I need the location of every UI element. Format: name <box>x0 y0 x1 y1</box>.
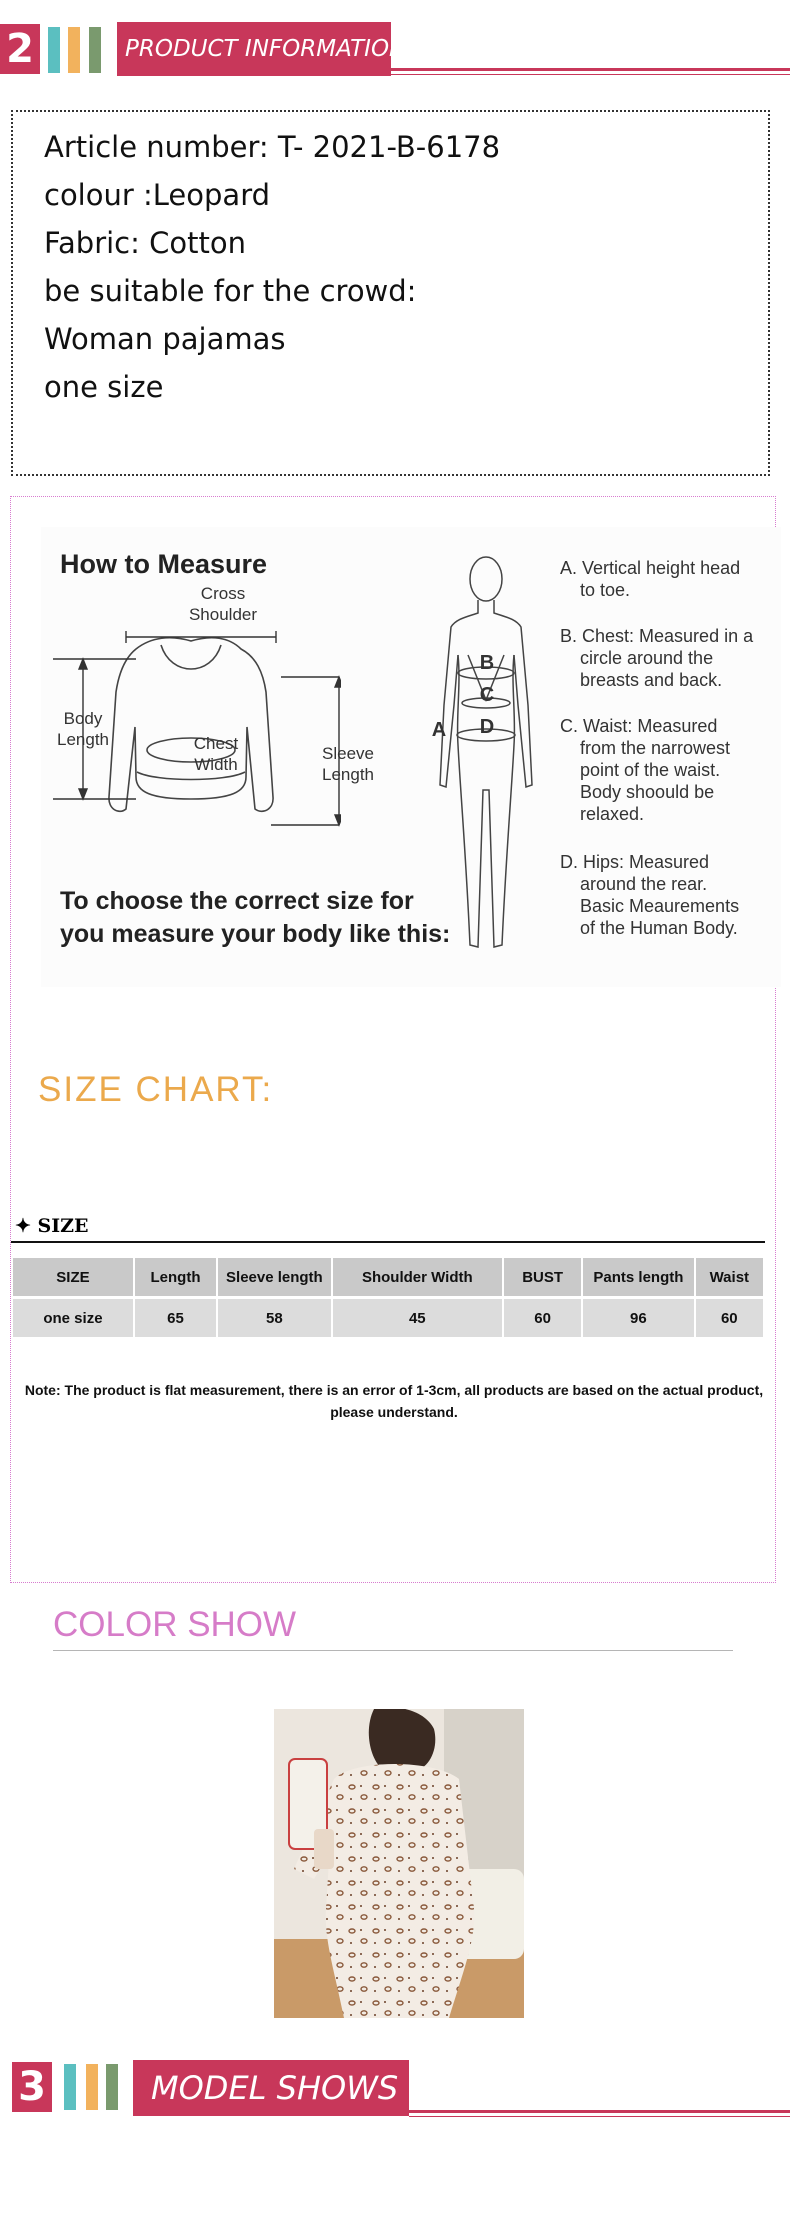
definition-d: D. Hips: Measured around the rear. Basic Meaurements of the Human Body. <box>560 852 740 938</box>
crowd-label: be suitable for the crowd: <box>44 274 417 308</box>
header-shoulder-width: Shoulder Width <box>333 1258 502 1296</box>
cell-sleeve-length: 58 <box>218 1299 330 1337</box>
section-number: 3 <box>12 2062 52 2112</box>
orange-bar <box>68 27 80 73</box>
green-bar <box>106 2064 118 2110</box>
header-rule-thin <box>409 2116 790 2117</box>
fabric: Fabric: Cotton <box>44 226 246 260</box>
cell-size: one size <box>13 1299 133 1337</box>
size-guide-panel <box>10 496 776 1583</box>
section-number: 2 <box>0 24 40 74</box>
definition-a: A. Vertical height head to toe. <box>560 558 741 600</box>
cell-waist: 60 <box>696 1299 763 1337</box>
header-size: SIZE <box>13 1258 133 1296</box>
cell-pants-length: 96 <box>583 1299 693 1337</box>
green-bar <box>89 27 101 73</box>
section-title: PRODUCT INFORMATION <box>117 22 391 76</box>
marker-a: A <box>431 719 447 741</box>
size-section-label: ✦ SIZE <box>15 1215 89 1237</box>
section-title: MODEL SHOWS <box>133 2060 409 2116</box>
model-photo <box>274 1709 524 2018</box>
marker-d: D <box>479 716 495 738</box>
definition-b: B. Chest: Measured in a circle around the breasts and back. <box>560 626 754 690</box>
measurement-note: Note: The product is flat measurement, there is an error of 1-3cm, all products are based on the actual product, please understand. <box>24 1382 764 1420</box>
body-measure-figure <box>426 555 546 965</box>
size-table <box>11 1255 765 1340</box>
cell-shoulder-width: 45 <box>333 1299 502 1337</box>
header-length: Length <box>135 1258 216 1296</box>
definition-c: C. Waist: Measured from the narrowest point of the waist. Body shoould be relaxed. <box>560 716 731 824</box>
header-sleeve-length: Sleeve length <box>218 1258 330 1296</box>
header-waist: Waist <box>696 1258 763 1296</box>
marker-c: C <box>479 684 495 706</box>
cell-length: 65 <box>135 1299 216 1337</box>
orange-bar <box>86 2064 98 2110</box>
model-shows-header <box>0 2060 790 2120</box>
header-pants-length: Pants length <box>583 1258 693 1296</box>
crowd-value: Woman pajamas <box>44 322 286 356</box>
teal-bar <box>48 27 60 73</box>
product-information-header <box>0 22 790 82</box>
size-table-header-row <box>13 1258 763 1296</box>
size-section-rule <box>11 1241 765 1243</box>
size-table-row <box>13 1299 763 1337</box>
header-rule-thin <box>391 74 790 75</box>
marker-b: B <box>479 652 495 674</box>
body-length-label: Body Length <box>57 709 109 749</box>
header-rule <box>409 2110 790 2113</box>
colour: colour :Leopard <box>44 178 271 212</box>
how-to-measure-heading: How to Measure <box>60 549 268 579</box>
size-chart-title: SIZE CHART: <box>38 1070 274 1109</box>
cross-shoulder-label: Cross Shoulder <box>188 584 258 624</box>
header-rule <box>391 68 790 71</box>
color-show-title: COLOR SHOW <box>53 1605 297 1644</box>
article-number: Article number: T- 2021-B-6178 <box>44 130 501 164</box>
chest-width-label: Chest Width <box>193 734 239 774</box>
header-bust: BUST <box>504 1258 581 1296</box>
cell-bust: 60 <box>504 1299 581 1337</box>
how-to-measure-figure <box>41 527 781 987</box>
measure-instruction: To choose the correct size for you measure your body like this: <box>60 887 451 948</box>
sleeve-length-label: Sleeve Length <box>322 744 374 784</box>
product-info-box <box>11 110 770 476</box>
color-show-rule <box>53 1650 733 1651</box>
size-value: one size <box>44 370 164 404</box>
teal-bar <box>64 2064 76 2110</box>
